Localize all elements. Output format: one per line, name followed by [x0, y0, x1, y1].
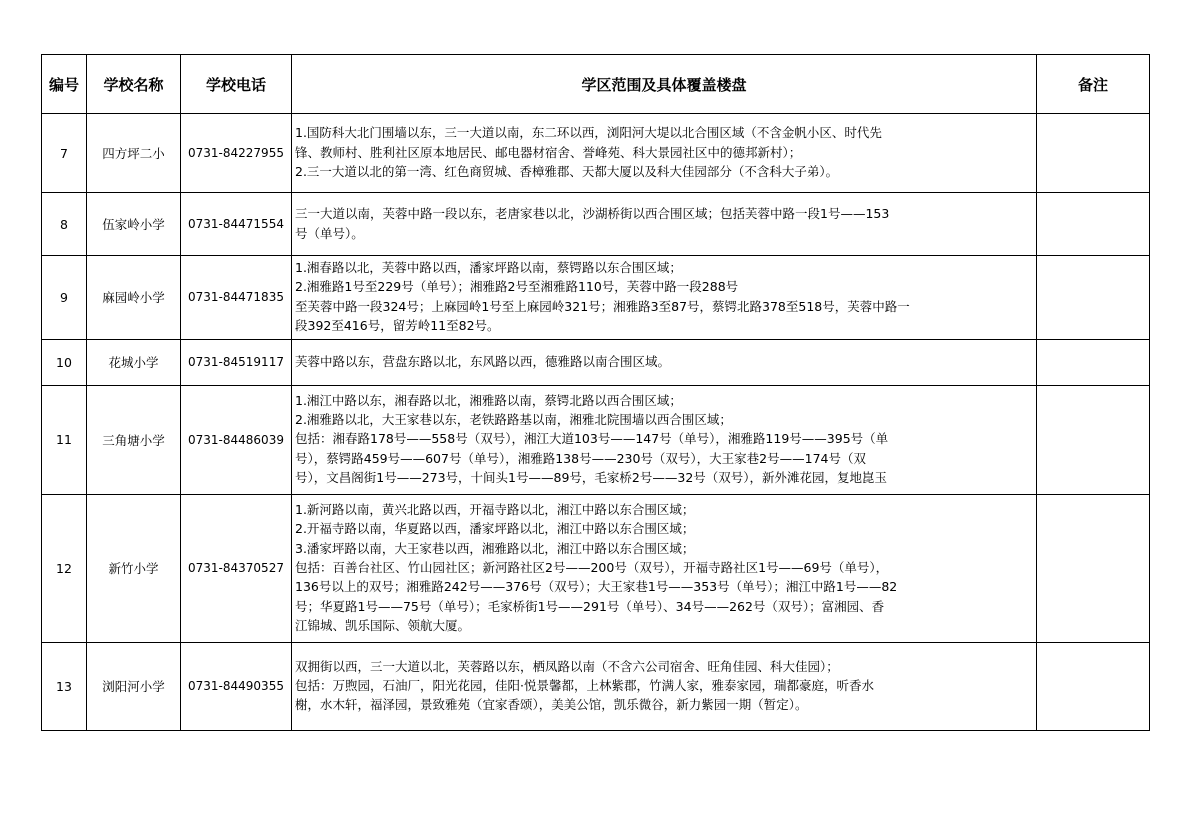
remark-cell	[1037, 339, 1150, 385]
school-name: 四方坪二小	[87, 114, 181, 193]
district-range-line: 芙蓉中路以东，营盘东路以北，东风路以西，德雅路以南合围区域。	[295, 353, 671, 369]
district-range	[292, 339, 1037, 385]
district-range-line: 1.国防科大北门围墙以东，三一大道以南，东二环以西，浏阳河大堤以北合围区域（不含金帆小区、时代先	[295, 125, 882, 141]
remark-cell	[1037, 256, 1150, 340]
table-row	[42, 385, 1150, 494]
row-number: 12	[42, 494, 87, 642]
district-range-line: 双拥街以西，三一大道以北，芙蓉路以东，栖凤路以南（不含六公司宿舍、旺角佳园、科大佳园）；	[295, 658, 839, 674]
district-range-line: 1.新河路以南，黄兴北路以西，开福寺路以北，湘江中路以东合围区域；	[295, 501, 695, 517]
remark-cell	[1037, 114, 1150, 193]
district-range-line: 榭，水木轩，福泽园，景致雅苑（宜家香颂），美美公馆，凯乐微谷，新力紫园一期（暂定）。	[295, 697, 808, 713]
header-school-phone: 学校电话	[181, 55, 292, 114]
school-name: 三角塘小学	[87, 385, 181, 494]
school-phone: 0731-84490355	[181, 642, 292, 730]
header-remark: 备注	[1037, 55, 1150, 114]
district-range	[292, 193, 1037, 256]
district-range-line: 2.湘雅路1号至229号（单号）；湘雅路2号至湘雅路110号，芙蓉中路一段288号	[295, 279, 739, 295]
district-range-line: 2.三一大道以北的第一湾、红色商贸城、香樟雅郡、天都大厦以及科大佳园部分（不含科大子弟）。	[295, 164, 839, 180]
school-phone: 0731-84519117	[181, 339, 292, 385]
district-range-line: 包括：百善台社区、竹山园社区；新河路社区2号——200号（双号），开福寺路社区1号——69号（单号），	[295, 559, 889, 575]
school-phone: 0731-84486039	[181, 385, 292, 494]
district-range-line: 号），文昌阁街1号——273号，十间头1号——89号，毛家桥2号——32号（双号），新外滩花园，复地崑玉	[295, 470, 888, 486]
school-name: 麻园岭小学	[87, 256, 181, 340]
table-row	[42, 114, 1150, 193]
district-range	[292, 256, 1037, 340]
table-row	[42, 256, 1150, 340]
row-number: 9	[42, 256, 87, 340]
district-range-line: 号），蔡锷路459号——607号（单号），湘雅路138号——230号（双号），大王家巷2号——174号（双	[295, 450, 866, 466]
row-number: 11	[42, 385, 87, 494]
table-row	[42, 642, 1150, 730]
school-phone: 0731-84471554	[181, 193, 292, 256]
table-row	[42, 339, 1150, 385]
district-range	[292, 494, 1037, 642]
row-number: 7	[42, 114, 87, 193]
district-range	[292, 385, 1037, 494]
district-range	[292, 642, 1037, 730]
remark-cell	[1037, 642, 1150, 730]
header-district-range: 学区范围及具体覆盖楼盘	[292, 55, 1037, 114]
district-range	[292, 114, 1037, 193]
row-number: 13	[42, 642, 87, 730]
district-range-line: 136号以上的双号；湘雅路242号——376号（双号）；大王家巷1号——353号（单号）；湘江中路1号——82	[295, 579, 898, 595]
district-range-line: 1.湘春路以北，芙蓉中路以西，潘家坪路以南，蔡锷路以东合围区域；	[295, 260, 682, 275]
school-name: 花城小学	[87, 339, 181, 385]
district-range-line: 至芙蓉中路一段324号；上麻园岭1号至上麻园岭321号；湘雅路3至87号，蔡锷北路378至518号，芙蓉中路一	[295, 298, 910, 314]
header-school-name: 学校名称	[87, 55, 181, 114]
district-range-line: 江锦城、凯乐国际、领航大厦。	[295, 618, 471, 634]
school-name: 浏阳河小学	[87, 642, 181, 730]
school-phone: 0731-84370527	[181, 494, 292, 642]
district-range-line: 锋、教师村、胜利社区原本地居民、邮电器材宿舍、誉峰苑、科大景园社区中的德邦新村）；	[295, 144, 802, 160]
remark-cell	[1037, 494, 1150, 642]
school-phone: 0731-84227955	[181, 114, 292, 193]
row-number: 8	[42, 193, 87, 256]
school-phone: 0731-84471835	[181, 256, 292, 340]
district-range-line: 3.潘家坪路以南，大王家巷以西，湘雅路以北，湘江中路以东合围区域；	[295, 540, 695, 556]
district-range-line: 段392至416号，留芳岭11至82号。	[295, 318, 500, 334]
district-range-line: 包括：湘春路178号——558号（双号），湘江大道103号——147号（单号），湘雅路119号——395号（单	[295, 431, 889, 447]
header-num: 编号	[42, 55, 87, 114]
table-row	[42, 494, 1150, 642]
remark-cell	[1037, 193, 1150, 256]
table-body	[42, 114, 1150, 731]
district-range-line: 2.湘雅路以北，大王家巷以东，老铁路路基以南，湘雅北院围墙以西合围区域；	[295, 412, 732, 428]
district-range-line: 号（单号）。	[295, 225, 364, 241]
school-district-table	[41, 54, 1150, 731]
table-row	[42, 193, 1150, 256]
row-number: 10	[42, 339, 87, 385]
district-range-line: 号；华夏路1号——75号（单号）；毛家桥街1号——291号（单号）、34号——262号（双号）；富湘园、香	[295, 598, 885, 614]
school-name: 新竹小学	[87, 494, 181, 642]
header-row	[42, 55, 1150, 114]
school-name: 伍家岭小学	[87, 193, 181, 256]
district-range-line: 1.湘江中路以东，湘春路以北，湘雅路以南，蔡锷北路以西合围区域；	[295, 392, 682, 408]
remark-cell	[1037, 385, 1150, 494]
district-range-line: 2.开福寺路以南，华夏路以西，潘家坪路以北，湘江中路以东合围区域；	[295, 521, 695, 537]
district-range-line: 包括：万煦园，石油厂，阳光花园，佳阳·悦景馨都，上林紫郡，竹满人家，雅泰家园，瑞都豪庭，听香水	[295, 677, 874, 693]
district-range-line: 三一大道以南，芙蓉中路一段以东，老唐家巷以北，沙湖桥街以西合围区域；包括芙蓉中路一段1号——153	[295, 206, 890, 222]
